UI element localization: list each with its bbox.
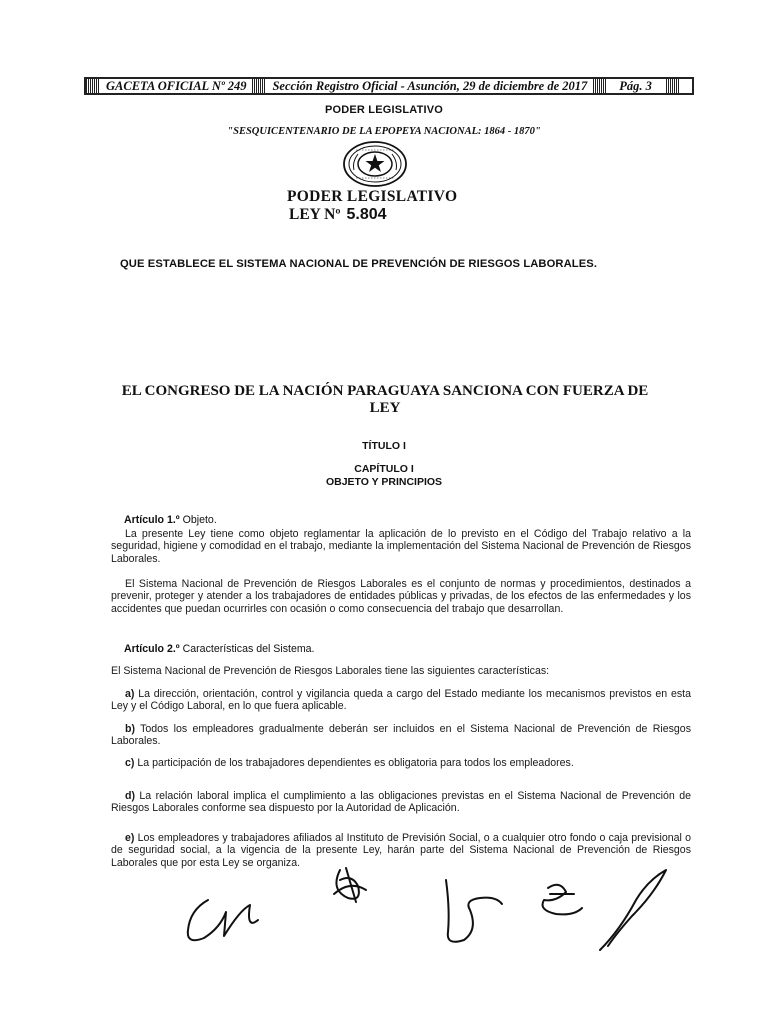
gazette-header-bar [84, 77, 694, 95]
signature-5 [600, 870, 666, 950]
title-heading: TÍTULO I [362, 440, 406, 452]
hatch-ornament [593, 79, 607, 93]
item-text: La dirección, orientación, control y vigilancia queda a cargo del Estado mediante los mecanismos previstos en esta Ley y el Código Laboral, en lo que fuera aplicable. [111, 688, 691, 713]
signature-1 [188, 900, 258, 940]
enacting-clause-line-1: EL CONGRESO DE LA NACIÓN PARAGUAYA SANCIONA CON FUERZA DE [121, 383, 649, 399]
item-text: Los empleadores y trabajadores afiliados al Instituto de Previsión Social, o a cualquier otro fondo o caja previsional o de seguridad social, a la vigencia de la presente Ley, harán parte del Sistema Nacional de Prevención de Riesgos Laborales que por esta Ley se organiza. [111, 832, 691, 869]
law-subject: QUE ESTABLECE EL SISTEMA NACIONAL DE PREVENCIÓN DE RIESGOS LABORALES. [120, 258, 598, 270]
signature-3 [446, 880, 502, 942]
item-text: La relación laboral implica el cumplimiento a las obligaciones previstas en el Sistema Nacional de Prevención de Riesgos Laborales conforme sea dispuesto por la Autoridad de Aplicación. [111, 790, 691, 815]
chapter-name: OBJETO Y PRINCIPIOS [325, 476, 443, 488]
article-1-title: Objeto. [179, 514, 217, 526]
gazette-page-number: Pág. 3 [619, 78, 652, 93]
article-2-item-c [111, 757, 691, 769]
chapter-heading [0, 463, 768, 489]
article-2-intro: El Sistema Nacional de Prevención de Riesgos Laborales tiene las siguientes características: [111, 665, 550, 677]
item-letter: a) [125, 688, 135, 700]
law-number-label: LEY Nº [289, 206, 341, 223]
item-text: Todos los empleadores gradualmente deberán ser incluidos en el Sistema Nacional de Prevención de Riesgos Laborales. [111, 723, 691, 748]
handwritten-signatures [180, 850, 680, 960]
header-motto: "SESQUICENTENARIO DE LA EPOPEYA NACIONAL: 1864 - 1870" [227, 126, 541, 137]
article-1-heading [124, 514, 217, 526]
enacting-clause [80, 383, 690, 417]
gazette-issue: GACETA OFICIAL Nº 249 [106, 78, 247, 93]
article-1-paragraph-2: El Sistema Nacional de Prevención de Riesgos Laborales es el conjunto de normas y procedimientos, destinados a prevenir, proteger y atender a los trabajadores de entidades públicas y privadas, de los efectos de las enfermedades y los accidentes que puedan ocurrirles con ocasión o como consecuencia del trabajo que desarrollan. [111, 578, 691, 615]
hatch-ornament [86, 79, 100, 93]
article-1-label: Artículo 1.º [124, 514, 180, 526]
item-text: La participación de los trabajadores dependientes es obligatoria para todos los empleadores. [134, 757, 574, 769]
law-number-line [289, 206, 387, 224]
republic-seal-icon [342, 140, 408, 188]
item-letter: d) [125, 790, 135, 802]
item-letter: c) [125, 757, 135, 769]
chapter-number: CAPÍTULO I [354, 463, 414, 475]
article-2-item-d [111, 790, 691, 815]
enacting-clause-line-2: LEY [369, 400, 401, 416]
article-2-title: Características del Sistema. [179, 643, 315, 655]
hatch-ornament [666, 79, 680, 93]
law-number: 5.804 [346, 206, 387, 223]
header-poder-legislativo: PODER LEGISLATIVO [324, 104, 444, 116]
article-1-paragraph-1: La presente Ley tiene como objeto reglamentar la aplicación de lo previsto en el Código del Trabajo relativo a la seguridad, higiene y comodidad en el trabajo, mediante la implementación del Sistema Nacional de Prevención de Riesgos Laborales. [111, 528, 691, 565]
hatch-ornament [252, 79, 266, 93]
item-letter: e) [125, 832, 135, 844]
article-2-heading [124, 643, 315, 655]
signature-4 [543, 885, 583, 915]
law-issuer-title: PODER LEGISLATIVO [287, 188, 458, 205]
article-2-item-b [111, 723, 691, 748]
signature-2 [334, 868, 366, 902]
article-2-label: Artículo 2.º [124, 643, 180, 655]
gazette-section: Sección Registro Oficial - Asunción, 29 de diciembre de 2017 [272, 78, 588, 93]
item-letter: b) [125, 723, 135, 735]
article-2-item-a [111, 688, 691, 713]
